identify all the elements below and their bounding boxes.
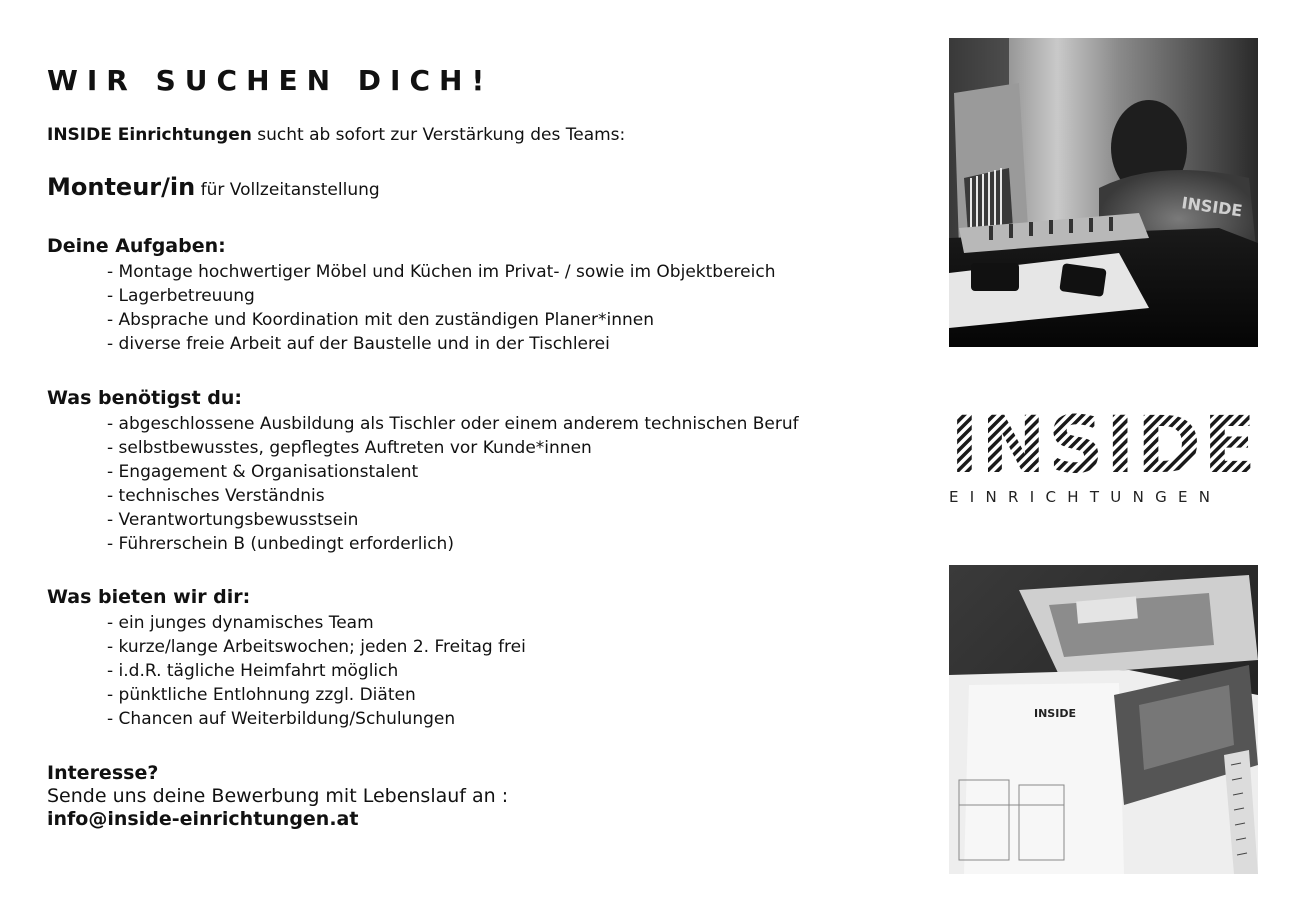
contact-email[interactable]: info@inside-einrichtungen.at (47, 808, 359, 830)
offers-section (47, 585, 927, 731)
tasks-list (47, 260, 927, 356)
list-item: - Engagement & Organisationstalent (107, 460, 927, 484)
list-item: - abgeschlossene Ausbildung als Tischler oder einem anderem technischen Beruf (107, 412, 927, 436)
shirt-label: INSIDE (1180, 193, 1244, 221)
list-item: - Führerschein B (unbedingt erforderlich) (107, 532, 927, 556)
offers-list (47, 611, 927, 731)
list-item: - pünktliche Entlohnung zzgl. Diäten (107, 683, 927, 707)
position-line (47, 173, 380, 201)
list-item: - Montage hochwertiger Möbel und Küchen im Privat- / sowie im Objektbereich (107, 260, 927, 284)
contact-label: Interesse? (47, 762, 159, 784)
intro-line (47, 124, 625, 146)
list-item: - ein junges dynamisches Team (107, 611, 927, 635)
list-item: - technisches Verständnis (107, 484, 927, 508)
list-item: - diverse freie Arbeit auf der Baustelle und in der Tischlerei (107, 332, 927, 356)
offers-heading: Was bieten wir dir: (47, 586, 251, 608)
contact-text: Sende uns deine Bewerbung mit Lebenslauf an : (47, 785, 509, 807)
company-name: INSIDE Einrichtungen (47, 125, 252, 145)
position-title: Monteur/in (47, 173, 196, 201)
inside-logo (949, 408, 1259, 508)
logo-word: INSIDE (950, 408, 1258, 478)
requirements-section (47, 386, 927, 556)
list-item: - Absprache und Koordination mit den zuständigen Planer*innen (107, 308, 927, 332)
logo-subtitle: EINRICHTUNGEN (949, 488, 1222, 506)
workshop-photo (949, 38, 1258, 347)
list-item: - Chancen auf Weiterbildung/Schulungen (107, 707, 927, 731)
tasks-heading: Deine Aufgaben: (47, 235, 226, 257)
list-item: - kurze/lange Arbeitswochen; jeden 2. Freitag frei (107, 635, 927, 659)
requirements-list (47, 412, 927, 556)
list-item: - selbstbewusstes, gepflegtes Auftreten vor Kunde*innen (107, 436, 927, 460)
intro-text: sucht ab sofort zur Verstärkung des Teams: (251, 125, 626, 145)
tasks-section (47, 234, 927, 356)
brochure-label: INSIDE (1034, 707, 1076, 720)
contact-block (47, 762, 508, 831)
list-item: - Lagerbetreuung (107, 284, 927, 308)
position-suffix: für Vollzeitanstellung (195, 180, 380, 200)
list-item: - Verantwortungsbewusstsein (107, 508, 927, 532)
headline: WIR SUCHEN DICH! (47, 64, 494, 97)
requirements-heading: Was benötigst du: (47, 387, 243, 409)
list-item: - i.d.R. tägliche Heimfahrt möglich (107, 659, 927, 683)
plans-photo (949, 565, 1258, 874)
